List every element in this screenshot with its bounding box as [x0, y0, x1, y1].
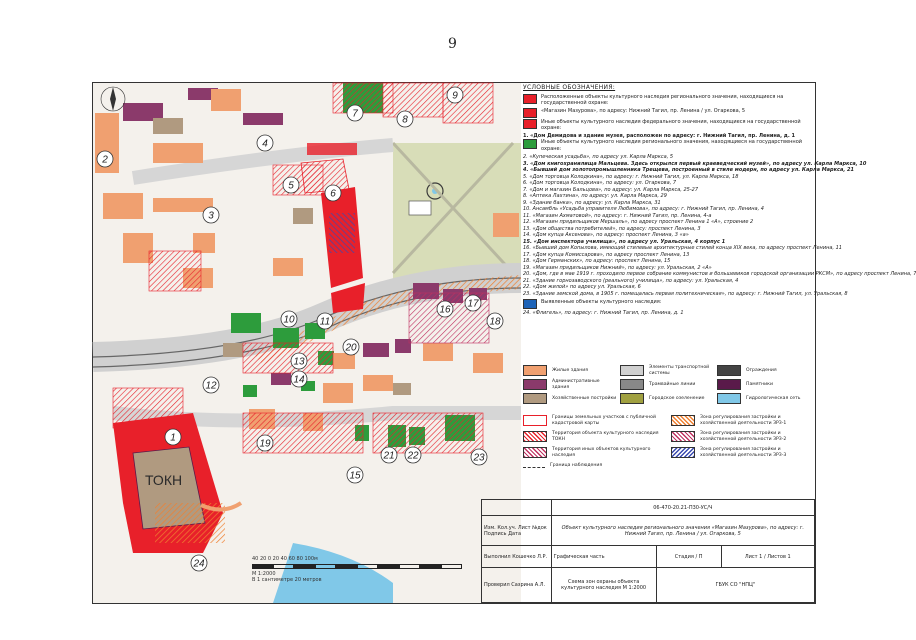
object-number-label: 12 [205, 380, 217, 392]
category-swatch [523, 393, 547, 404]
stamp-sheet-h: Лист [744, 553, 758, 560]
category-label: Элементы транспортной системы [649, 365, 710, 376]
stamp-empty-1 [482, 500, 552, 516]
red-swatch [523, 94, 537, 104]
zone-row-3 [523, 447, 663, 458]
object-list-item: 3. «Дом книгохранилища Мальцева. Здесь открылся первый краеведческий музей», по адресу ул. Карла Маркса, 10 [523, 160, 867, 167]
stamp-stage-h: Стадия [674, 553, 694, 560]
scale-ratio: М 1:2000 [252, 571, 276, 577]
object-list-item: 12. «Магазин прядильщиков Мершаль», по адресу проспект Ленина 1 «А», строение 2 [523, 219, 754, 225]
category-swatch [717, 393, 741, 404]
object-number-label: 3 [208, 210, 214, 222]
category-label: Хозяйственные постройки [552, 395, 617, 401]
object-number-label: 10 [283, 314, 295, 326]
object-number-label: 8 [402, 114, 408, 126]
category-label: Городское озеленение [649, 395, 705, 401]
object-number-label: 4 [262, 138, 268, 150]
site-map [93, 83, 521, 603]
object-number-label: 9 [452, 90, 458, 102]
zone-row-7 [671, 447, 811, 458]
zone-row-5 [671, 415, 811, 426]
object-list-item: 17. «Дом купца Комиссарова», по адресу проспект Ленина, 13 [523, 251, 690, 258]
zone-label-7: Зона регулирования застройки и хозяйственной деятельности ЗРЗ-3 [700, 447, 787, 458]
object-number-label: 20 [345, 342, 357, 354]
legend-other-row [523, 139, 813, 152]
blue-swatch [523, 299, 537, 309]
category-label: Гидрологическая сеть [746, 395, 801, 401]
object-list-item: 11. «Магазин Ахматовой», по адресу: г. Нижний Тагил, пр. Ленина, 4-а [523, 212, 712, 219]
scale-note: В 1 сантиметре 20 метров [252, 577, 322, 583]
zone-swatch-1 [523, 415, 547, 426]
object-number-label: 1 [170, 432, 176, 444]
scale-bar-graphic [252, 564, 462, 569]
stamp-drawing-title: Схема зон охраны объекта культурного наследия М 1:2000 [551, 568, 656, 603]
legend-federal-item: 1. «Дом Демидова и здание музея, расположен по адресу: г. Нижний Тагил, пр. Ленина, д. 1 [523, 132, 795, 139]
object-list-item: 23. «Здание земской дома, в 1905 г. помещалась первая политехническая», по адресу: г. Нижний Тагил, ул. Уральская, 8 [523, 290, 848, 297]
legend-identified-row [523, 299, 813, 309]
legend-other-label: Иные объекты культурного наследия регионального значения, находящиеся на государственной охране: [541, 139, 803, 152]
scale-bar [252, 556, 462, 583]
object-list-item: 4. «Бывший дом золотопромышленника Трещева, построенный в стиле модерн, по адресу ул. Карла Маркса, 21 [523, 167, 854, 173]
category-item [523, 365, 618, 376]
stamp-sheets-cell: Лист 1 / Листов 1 [721, 546, 814, 568]
object-list-item: 9. «Здание банка», по адресу: ул. Карла Маркса, 31 [523, 199, 661, 206]
zone-label-1: Границы земельных участков с публичной кадастровой карты [552, 415, 656, 426]
zone-label-5: Зона регулирования застройки и хозяйственной деятельности ЗРЗ-1 [700, 415, 787, 426]
zone-swatch-2 [523, 431, 547, 442]
green-swatch [523, 139, 537, 149]
stamp-object-title: Объект культурного наследия регионального значения «Магазин Мазурова», по адресу: г. Нижний Тагил, пр. Ленина / ул. Огаркова, 5 [551, 516, 814, 546]
category-item [717, 393, 812, 404]
category-swatch [717, 365, 741, 376]
object-list-item: 14. «Дом купца Аксенова», по адресу: проспект Ленина, 3 «а» [523, 232, 689, 238]
object-list-item: 6. «Дом торговца Колодкина», по адресу: ул. Огаркова, 7 [523, 180, 677, 186]
page-number: 9 [448, 36, 457, 52]
object-number-label: 7 [352, 108, 358, 120]
category-swatch [717, 379, 741, 390]
legend-regional [523, 94, 813, 107]
category-swatch [620, 365, 644, 376]
object-list-item: 19. «Магазин прядильщиков Нижний», по адресу: ул. Уральская, 2 «А» [523, 264, 712, 271]
object-number-label: 15 [349, 470, 361, 482]
category-item [523, 393, 618, 404]
red-swatch-2 [523, 108, 537, 118]
tokn-label: ТОКН [145, 472, 183, 488]
category-item [523, 379, 618, 390]
object-number-label: 2 [102, 154, 108, 166]
object-number-label: 5 [288, 180, 294, 192]
legend-regional-item-row [523, 108, 813, 118]
legend-regional-label: Расположенные объекты культурного наследия регионального значения, находящиеся на государственной охране: [541, 93, 784, 106]
legend-title: УСЛОВНЫЕ ОБОЗНАЧЕНИЯ: [523, 84, 616, 91]
object-list-item: 10. Ансамбль «Усадьба управителя Любимова», по адресу: г. Нижний Тагил, пр. Ленина, 4 [523, 206, 764, 212]
object-list-item: 22. «Дом жилой» по адресу ул. Уральская, 6 [523, 284, 641, 290]
object-number-label: 13 [293, 356, 305, 368]
zone-label-6: Зона регулирования застройки и хозяйственной деятельности ЗРЗ-2 [700, 431, 787, 442]
object-number-label: 24 [193, 558, 205, 570]
zone-row-1 [523, 415, 663, 426]
object-list [523, 154, 916, 297]
zone-swatch-7 [671, 447, 695, 458]
stamp-row1: Изм. Кол.уч. Лист №док Подпись Дата [482, 516, 552, 546]
category-swatch [523, 365, 547, 376]
stamp-sheets: 1 [787, 553, 791, 560]
object-list-item: 13. «Дом общества потребителей», по адресу: проспект Ленина, 3 [523, 225, 701, 232]
zone-label-3: Территория иных объектов культурного наследия [552, 447, 651, 458]
stamp-org: ГБУК СО "НПЦ" [656, 568, 814, 603]
stamp-sheet-name: Графическая часть [551, 546, 656, 568]
stamp-sheets-h: Листов [767, 553, 786, 560]
zone-swatch-4 [523, 463, 545, 468]
zone-label-4: Граница наблюдения [550, 463, 603, 468]
category-item [717, 379, 812, 390]
category-swatch [523, 379, 547, 390]
title-block-table [481, 499, 815, 603]
object-list-item: 8. «Аптека Лахтина», по адресу: ул. Карла Маркса, 29 [523, 193, 667, 199]
category-item [620, 365, 715, 376]
object-list-item: 16. «Бывший дом Копылова, имеющий стилевые архитектурные стилей конца XIX века, по адресу проспект Ленина, 11 [523, 245, 842, 251]
object-list-item: 7. «Дом и магазин Бальцова», по адресу: ул. Карла Маркса, 25-27 [523, 186, 699, 193]
stamp-stage: П [698, 553, 703, 560]
site-map-svg [93, 83, 521, 603]
category-label: Административные здания [552, 379, 600, 390]
object-list-item: 2. «Купеческая усадьба», по адресу ул. Карла Маркса, 5 [523, 154, 674, 160]
object-number-label: 14 [293, 374, 305, 386]
object-number-label: 11 [319, 316, 331, 328]
object-list-item: 21. «Здание горнозаводского (реального) училища», по адресу: ул. Уральская, 4 [523, 277, 739, 284]
object-number-label: 17 [467, 298, 479, 310]
legend-federal-row [523, 119, 813, 132]
category-legend [523, 365, 813, 501]
object-number-label: 22 [407, 450, 419, 462]
stamp-code: 06-470-20.21-П30-УС/Ч [551, 500, 814, 516]
object-list-item: 15. «Дом инспектора училища», по адресу ул. Уральская, 4 корпус 1 [523, 238, 726, 245]
scale-ticks: 40 20 0 20 40 60 80 100м [252, 556, 318, 562]
object-number-label: 18 [489, 316, 501, 328]
category-swatch [620, 379, 644, 390]
object-number-label: 19 [259, 438, 271, 450]
category-item [620, 379, 715, 390]
zone-row-6 [671, 431, 811, 442]
title-block [481, 499, 815, 603]
stamp-row2: Выполнил Кошечко Л.Р. [482, 546, 552, 568]
zone-row-4 [523, 463, 663, 469]
legend-regional-item: «Магазин Мазурова», по адресу: Нижний Тагил, пр. Ленина / ул. Огаркова, 5 [541, 107, 746, 114]
stamp-row3: Проверил Сазрина А.Л. [482, 568, 552, 603]
category-label: Ограждения [746, 367, 777, 373]
category-label: Памятники [746, 381, 773, 387]
object-number-label: 23 [473, 452, 485, 464]
legend-federal-label: Иные объекты культурного наследия федерального значения, находящиеся на государственной охране: [541, 118, 801, 131]
map-sheet [92, 82, 916, 604]
object-list-item: 20. «Дом, где в мае 1919 г. проходило первое собрание коммунистов и большевиков городской организации РКСМ», по адресу проспект Ленина, 7 [523, 271, 916, 277]
zone-label-2: Территория объекта культурного наследия ТОКН [552, 431, 659, 442]
object-list-item: 5. «Дом торговца Колодкина», по адресу: г. Нижний Тагил, ул. Карла Маркса, 18 [523, 173, 739, 180]
object-number-label: 6 [330, 188, 336, 200]
legend-identified-item: 24. «Флигель», по адресу: г. Нижний Тагил, пр. Ленина, д. 1 [523, 310, 684, 316]
zone-swatch-6 [671, 431, 695, 442]
zone-row-2 [523, 431, 663, 442]
category-swatch [620, 393, 644, 404]
stamp-sheet: 1 [759, 553, 763, 560]
object-list-item: 18. «Дом Германских», по адресу: проспект Ленина, 15 [523, 258, 671, 264]
category-item [717, 365, 812, 376]
legend-identified-label: Выявленные объекты культурного наследия: [541, 299, 662, 305]
red-swatch-3 [523, 119, 537, 129]
category-item [620, 393, 715, 404]
stamp-stage-cell: Стадия / П [656, 546, 721, 568]
object-number-label: 21 [383, 450, 395, 462]
object-number-label: 16 [439, 304, 451, 316]
category-label: Жилые здания [552, 367, 588, 373]
zone-swatch-5 [671, 415, 695, 426]
category-label: Трамвайные линии [649, 381, 696, 387]
zone-swatch-3 [523, 447, 547, 458]
